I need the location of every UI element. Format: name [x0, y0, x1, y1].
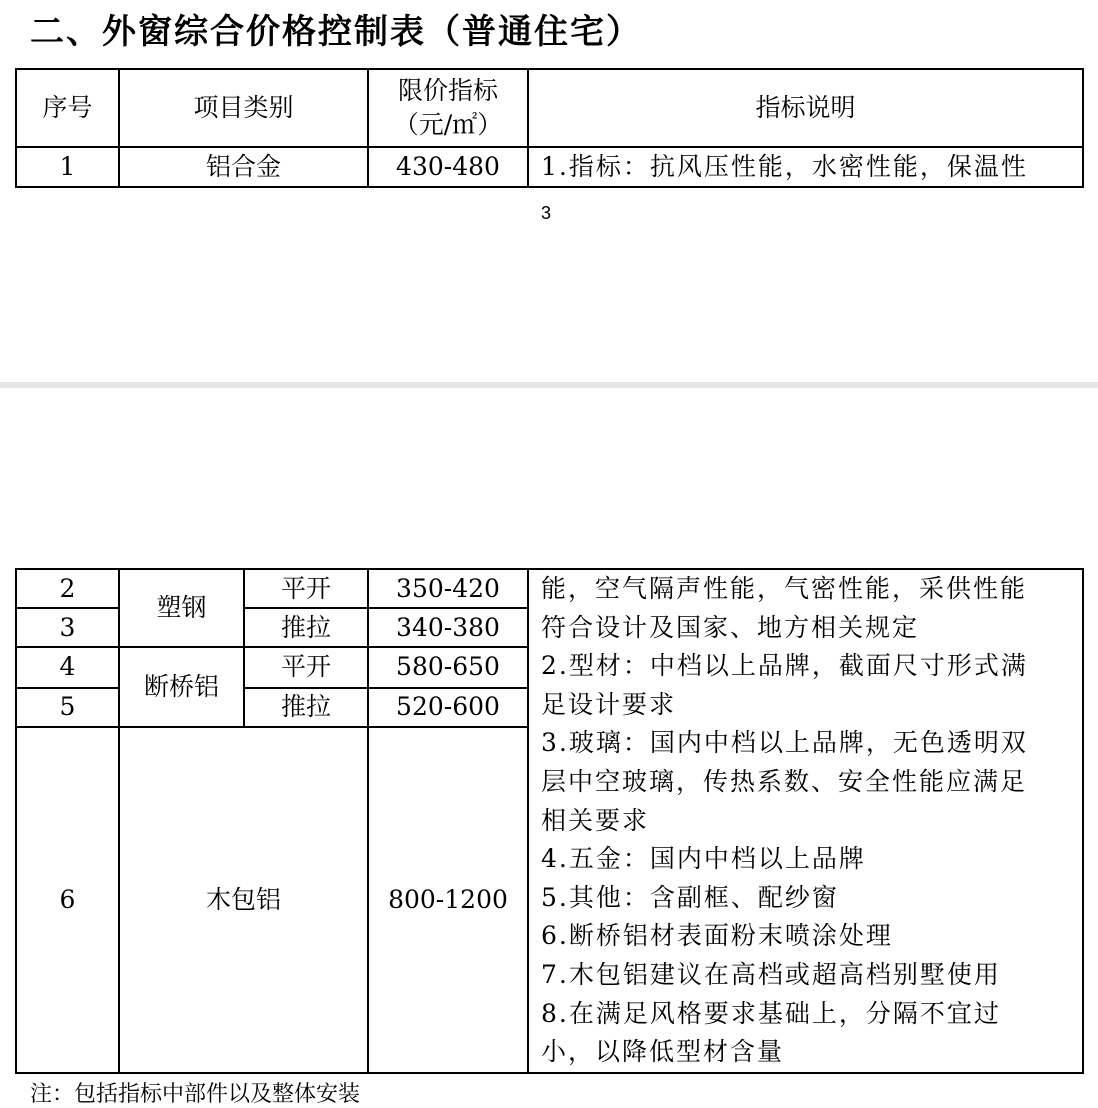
row4-type: 平开 [244, 647, 368, 688]
row1-price: 430-480 [368, 147, 528, 187]
desc-line: 5.其他：含副框、配纱窗 [541, 882, 839, 912]
header-price-line2: （元/㎡） [393, 110, 503, 139]
page-1 [0, 0, 1098, 382]
row6-seq: 6 [16, 727, 119, 1073]
desc-line: 2.型材：中档以上品牌，截面尺寸形式满 [541, 651, 1028, 681]
price-table-part2 [15, 568, 1084, 1074]
desc-line: 相关要求 [541, 805, 650, 835]
desc-line: 4.五金：国内中档以上品牌 [541, 844, 866, 874]
desc-line: 6.断桥铝材表面粉末喷涂处理 [541, 921, 893, 951]
row6-group: 木包铝 [119, 727, 368, 1073]
desc-line: 8.在满足风格要求基础上，分隔不宜过 [541, 998, 1001, 1028]
desc-line: 层中空玻璃，传热系数、安全性能应满足 [541, 766, 1028, 796]
row1-category: 铝合金 [119, 147, 368, 187]
row2-seq: 2 [16, 569, 119, 608]
header-price [368, 69, 528, 147]
row6-price: 800-1200 [368, 727, 528, 1073]
row3-price: 340-380 [368, 608, 528, 647]
row3-type: 推拉 [244, 608, 368, 647]
row5-seq: 5 [16, 688, 119, 727]
row1-seq: 1 [16, 147, 119, 187]
row4-seq: 4 [16, 647, 119, 688]
table-row [16, 569, 1083, 608]
desc-line: 3.玻璃：国内中档以上品牌，无色透明双 [541, 728, 1028, 758]
header-desc: 指标说明 [528, 69, 1083, 147]
row4-price: 580-650 [368, 647, 528, 688]
row2-group: 塑钢 [119, 569, 244, 647]
row5-type: 推拉 [244, 688, 368, 727]
desc-line: 足设计要求 [541, 689, 677, 719]
table-row [16, 147, 1083, 187]
row3-seq: 3 [16, 608, 119, 647]
page-heading: 二、外窗综合价格控制表（普通住宅） [30, 12, 642, 52]
desc-line: 小，以降低型材含量 [541, 1037, 785, 1067]
header-seq: 序号 [16, 69, 119, 147]
row2-price: 350-420 [368, 569, 528, 608]
desc-line: 符合设计及国家、地方相关规定 [541, 612, 920, 642]
header-price-line1: 限价指标 [397, 76, 498, 105]
row4-group: 断桥铝 [119, 647, 244, 727]
row2-type: 平开 [244, 569, 368, 608]
page-number: 3 [541, 203, 552, 223]
row1-desc: 1.指标：抗风压性能，水密性能，保温性 [528, 147, 1083, 187]
header-category: 项目类别 [119, 69, 368, 147]
table-header-row [16, 69, 1083, 147]
row5-price: 520-600 [368, 688, 528, 727]
desc-cell [528, 569, 1083, 1073]
partial-note: 注：包括指标中部件以及整体安装 [30, 1082, 361, 1107]
desc-line: 7.木包铝建议在高档或超高档别墅使用 [541, 959, 1001, 989]
page-2 [0, 388, 1098, 1107]
desc-line: 能，空气隔声性能，气密性能，采供性能 [541, 574, 1028, 603]
price-table-part1 [15, 68, 1084, 188]
